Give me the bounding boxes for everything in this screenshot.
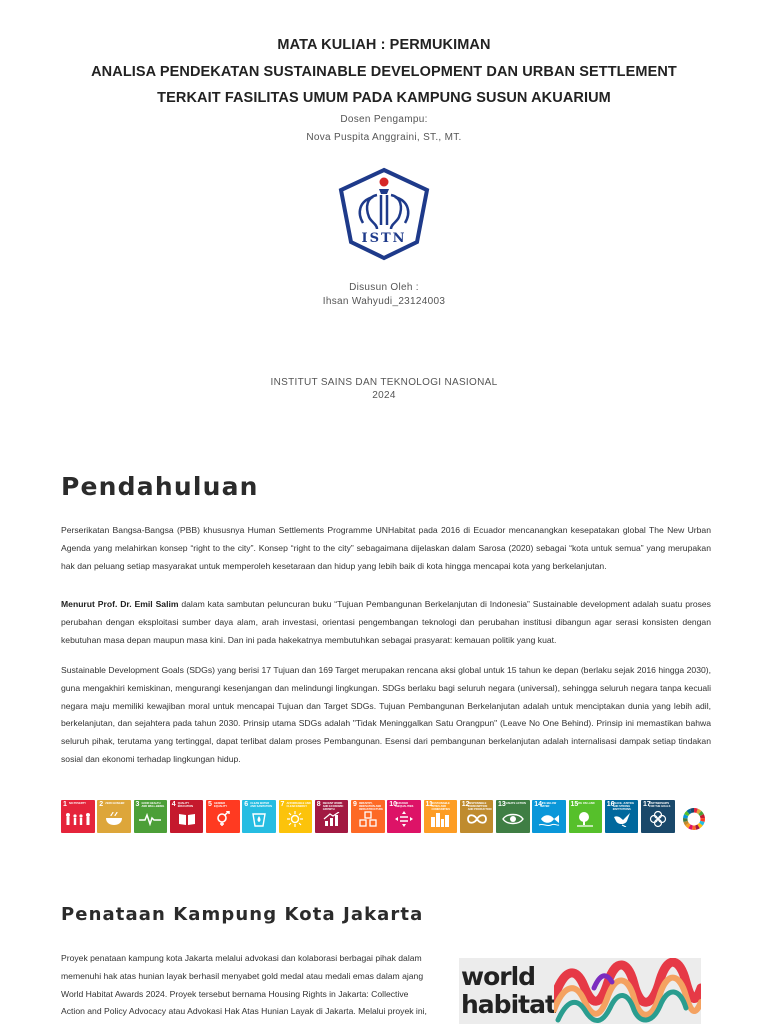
emil-salim-bold: Menurut Prof. Dr. Emil Salim xyxy=(61,599,179,609)
dove-icon xyxy=(612,811,632,827)
jakarta-paragraph xyxy=(61,950,442,1021)
cubes-icon xyxy=(359,811,377,827)
author-name: Ihsan Wahyudi_23124003 xyxy=(322,296,446,307)
family-icon xyxy=(65,812,91,826)
eye-globe-icon xyxy=(502,813,524,825)
author-label: Disusun Oleh : xyxy=(349,282,419,293)
bowl-icon xyxy=(104,812,124,826)
sdg-tile-10: 10 REDUCED INEQUALITIES xyxy=(387,800,421,833)
section-heading-penataan-kampung: Penataan Kampung Kota Jakarta xyxy=(61,904,424,925)
sdg-tile-6: 6 CLEAN WATER AND SANITATION xyxy=(242,800,276,833)
institution-name: INSTITUT SAINS DAN TEKNOLOGI NASIONAL xyxy=(270,377,498,388)
sdg-tile-11: 11 SUSTAINABLE CITIES AND COMMUNITIES xyxy=(424,800,458,833)
world-habitat-word-2: habitat xyxy=(461,990,556,1019)
istn-logo xyxy=(337,167,431,261)
sdg-tile-2: 2 ZERO HUNGER xyxy=(97,800,131,833)
sdg-tile-8: 8 DECENT WORK AND ECONOMIC GROWTH xyxy=(315,800,349,833)
sdg-tile-5: 5 GENDER EQUALITY xyxy=(206,800,240,833)
sdg-wheel-tile xyxy=(677,800,711,833)
jakarta-line-4: Action and Policy Advocacy atau Advokasi Hak Atas Hunian Layak di Jakarta. Melalui proyek ini, xyxy=(61,1006,427,1017)
equal-icon xyxy=(395,811,413,827)
book-icon xyxy=(177,812,197,826)
sdg-tile-12: 12 RESPONSIBLE CONSUMPTION AND PRODUCTION xyxy=(460,800,494,833)
tree-icon xyxy=(576,811,594,827)
water-drop-icon xyxy=(252,811,266,827)
sdg-icons-strip xyxy=(61,800,711,833)
infinity-icon xyxy=(466,813,488,825)
city-icon xyxy=(430,811,450,827)
sdg-tile-4: 4 QUALITY EDUCATION xyxy=(170,800,204,833)
jakarta-line-2: memenuhi hak atas hunian layak berhasil menyabet gold medal atau medali emas dalam ajang xyxy=(61,970,424,981)
rings-icon xyxy=(649,810,667,828)
growth-chart-icon xyxy=(323,812,341,826)
sdg-tile-16: 16 PEACE, JUSTICE AND STRONG INSTITUTIONS xyxy=(605,800,639,833)
sdg-tile-14: 14 LIFE BELOW WATER xyxy=(532,800,566,833)
sdg-tile-3: 3 GOOD HEALTH AND WELL-BEING xyxy=(134,800,168,833)
world-habitat-logo xyxy=(459,958,701,1024)
sdg-tile-1: 1 NO POVERTY xyxy=(61,800,95,833)
jakarta-line-3: World Habitat Awards 2024. Proyek tersebut bernama Housing Rights in Jakarta: Collective xyxy=(61,988,409,999)
lecturer-name: Nova Puspita Anggraini, ST., MT. xyxy=(306,132,462,143)
jakarta-line-1: Proyek penataan kampung kota Jakarta melalui advokasi dan kolaborasi berbagai pihak dalam xyxy=(61,953,422,963)
document-title-line-1: ANALISA PENDEKATAN SUSTAINABLE DEVELOPMENT DAN URBAN SETTLEMENT xyxy=(91,64,677,80)
sdg-tile-17: 17 PARTNERSHIPS FOR THE GOALS xyxy=(641,800,675,833)
world-habitat-word-1: world xyxy=(461,962,536,991)
intro-paragraph-1: Perserikatan Bangsa-Bangsa (PBB) khususnya Human Settlements Programme UNHabitat pada 2016 di Ecuador mencanangkan kesepatakan global The New Urban Agenda yang melahirkan konsep “right to the city”. Konsep “right to the city” sebagaimana dijelaskan dalam Sarosa (2020) sebagai “kota untuk semua” yang merupakan hak dan peluang setiap masyarakat untuk memperoleh kesetaraan dan hidup yang lebih baik di kota hingga mencapai kota yang berkelanjutan. xyxy=(61,525,711,571)
world-habitat-wave-icon xyxy=(554,958,701,1024)
course-title: MATA KULIAH : PERMUKIMAN xyxy=(277,37,491,53)
year: 2024 xyxy=(372,390,396,401)
lecturer-label: Dosen Pengampu: xyxy=(340,114,428,125)
sdg-wheel-icon xyxy=(682,807,706,831)
emil-salim-text: dalam kata sambutan peluncuran buku “Tujuan Pembangunan Berkelanjutan di Indonesia” Sustainable development adalah suatu proses perubahan dengan eksploitasi sumber daya alam, arah investasi, orientasi pengembangan teknologi dan perubahan institusi dibangun agar serasi konsisten dengan kebutuhan masa depan maupun masa kini. Dan ini pada hakekatnya membutuhkan sebagai prasyarat: kemauan politik yang kuat. xyxy=(61,599,711,645)
istn-shield-icon xyxy=(337,167,431,261)
sdg-tile-13: 13 CLIMATE ACTION xyxy=(496,800,530,833)
intro-paragraph-3: Sustainable Development Goals (SDGs) yang berisi 17 Tujuan dan 169 Target merupakan rencana aksi global untuk 15 tahun ke depan (berlaku sejak 2016 hingga 2030), guna mengakhiri kemiskinan, mengurangi kesenjangan dan melindungi lingkungan. SDGs berlaku bagi seluruh negara (universal), sehingga seluruh negara tanpa kecuali negara maju memiliki kewajiban moral untuk mencapai Tujuan dan Target SDGs. Tujuan Pembangunan Berkelanjutan adalah untuk menciptakan dunia yang lebih adil, berkelanjutan, dan sejahtera pada tahun 2030. Prinsip utama SDGs adalah "Tidak Meninggalkan Satu Orangpun" (Leave No One Behind). Prinsip ini memastikan bahwa seluruh pihak, terutama yang tertinggal, dapat terlibat dalam proses Pembangunan. Esensi dari pembangunan berkelanjutan adalah internalisasi dampak setiap tindakan sosial dan ekonomi terhadap lingkungan hidup. xyxy=(61,665,711,764)
sdg-tile-9: 9 INDUSTRY, INNOVATION AND INFRASTRUCTURE xyxy=(351,800,385,833)
document-title-line-2: TERKAIT FASILITAS UMUM PADA KAMPUNG SUSUN AKUARIUM xyxy=(157,90,611,106)
heartbeat-icon xyxy=(138,812,162,826)
logo-text: ISTN xyxy=(361,231,407,246)
sdg-tile-7: 7 AFFORDABLE AND CLEAN ENERGY xyxy=(279,800,313,833)
sdg-tile-15: 15 LIFE ON LAND xyxy=(569,800,603,833)
fish-icon xyxy=(538,812,560,826)
intro-paragraph-2 xyxy=(61,596,711,649)
gender-icon xyxy=(215,811,231,827)
section-heading-pendahuluan: Pendahuluan xyxy=(61,472,259,501)
sun-icon xyxy=(287,811,303,827)
